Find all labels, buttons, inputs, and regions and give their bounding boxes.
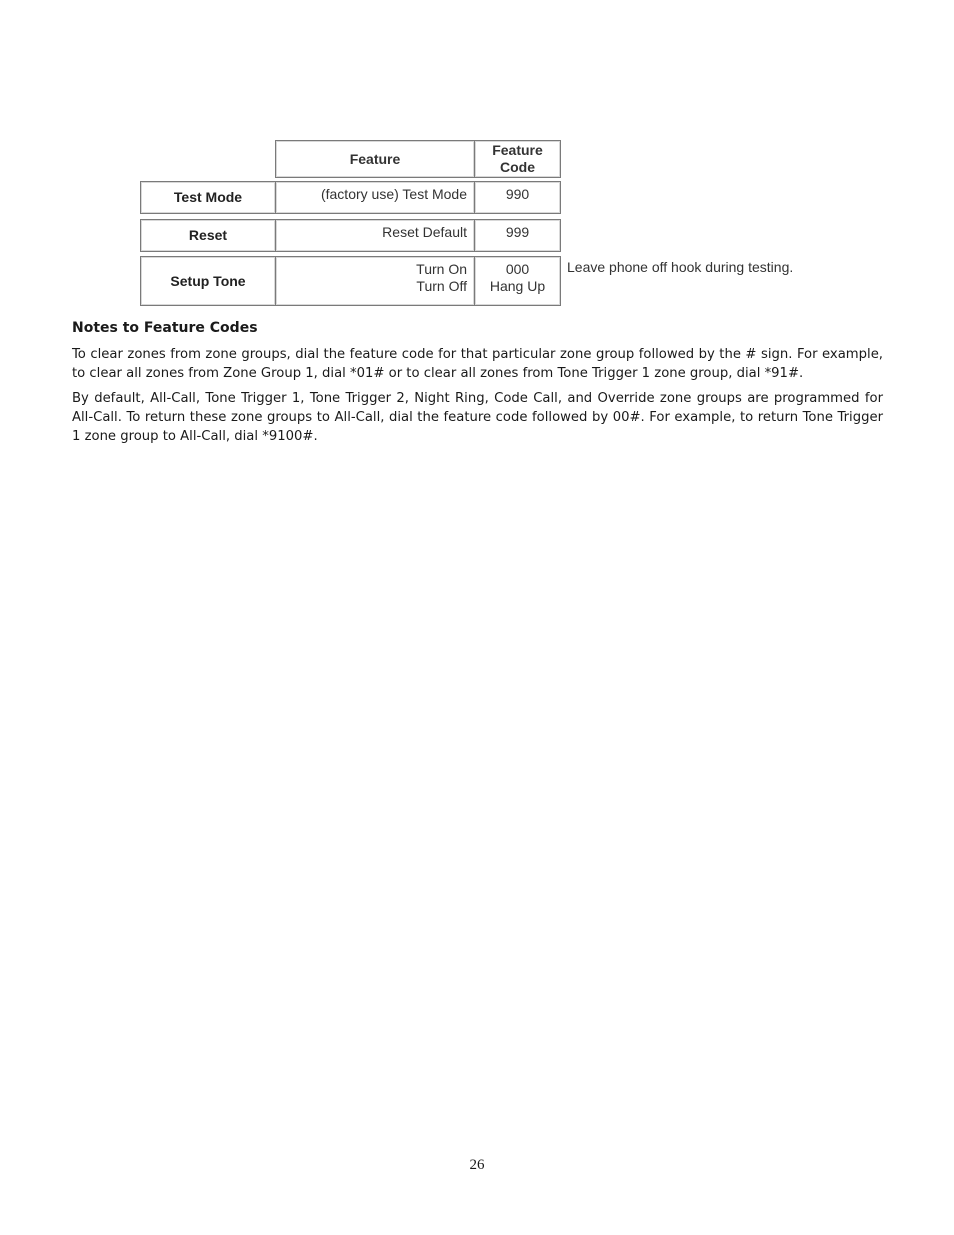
header-feature-label: Feature	[349, 150, 401, 167]
code-line: 990	[505, 186, 530, 202]
feature-line: Turn On	[416, 261, 467, 277]
notes-title: Notes to Feature Codes	[72, 320, 258, 336]
feature-line: Reset Default	[382, 224, 467, 240]
row-label-test-mode	[140, 181, 276, 214]
row-feature-test-mode	[275, 181, 475, 214]
header-code-line2: Code	[500, 159, 535, 175]
feature-line: (factory use) Test Mode	[320, 186, 467, 202]
header-code-line1: Feature	[492, 142, 543, 158]
code-line: 999	[505, 224, 530, 240]
row-feature-setup-tone	[275, 256, 475, 306]
notes-paragraph-2: By default, All-Call, Tone Trigger 1, Tone Trigger 2, Night Ring, Code Call, and Override zone groups are programmed for All-Call. To return these zone groups to All-Call, dial the feature code followed by 00#. For example, to return Tone Trigger 1 zone group to All-Call, dial *9100#.	[72, 391, 883, 444]
row-code-test-mode	[474, 181, 561, 214]
code-line: 000	[505, 261, 530, 277]
notes-paragraph-1: To clear zones from zone groups, dial the feature code for that particular zone group followed by the # sign. For example, to clear all zones from Zone Group 1, dial *01# or to clear all zones from Tone Trigger 1 zone group, dial *91#.	[72, 347, 883, 381]
header-feature	[275, 140, 475, 178]
row-label-text: Setup Tone	[170, 272, 246, 289]
setup-tone-note: Leave phone off hook during testing.	[567, 259, 794, 275]
row-code-setup-tone	[474, 256, 561, 306]
row-label-setup-tone	[140, 256, 276, 306]
page-number: 26	[469, 1157, 485, 1173]
row-label-text: Test Mode	[173, 189, 243, 205]
code-line: Hang Up	[489, 278, 546, 294]
feature-line: Turn Off	[416, 278, 467, 294]
row-label-text: Reset	[188, 227, 228, 243]
row-code-reset	[474, 219, 561, 252]
row-feature-reset	[275, 219, 475, 252]
row-label-reset	[140, 219, 276, 252]
header-feature-code	[474, 140, 561, 178]
